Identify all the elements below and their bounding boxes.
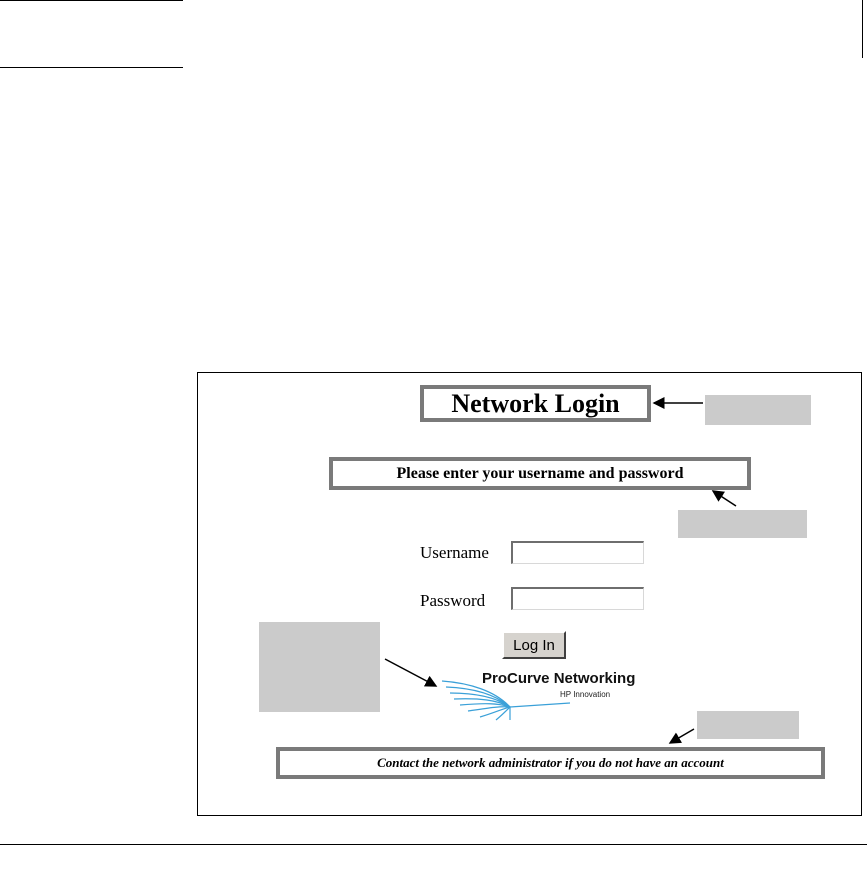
logo-callout-label xyxy=(259,622,380,712)
top-left-rule-upper xyxy=(0,0,183,1)
logo-arrow xyxy=(385,659,436,686)
logo-tagline: HP Innovation xyxy=(560,690,611,699)
logo-name: ProCurve Networking xyxy=(482,670,636,687)
username-label: Username xyxy=(420,543,489,562)
password-label: Password xyxy=(420,591,486,610)
right-margin-bar xyxy=(862,0,863,58)
instruction-arrow xyxy=(713,491,736,506)
title-highlight-box xyxy=(420,385,651,422)
username-input[interactable] xyxy=(511,541,644,564)
log-in-button[interactable]: Log In xyxy=(502,631,566,659)
contact-message: Contact the network administrator if you do not have an account xyxy=(377,755,724,770)
instruction-callout-label xyxy=(678,510,807,538)
contact-callout-label xyxy=(697,711,799,739)
bottom-rule xyxy=(0,844,867,845)
contact-highlight-box xyxy=(276,747,825,779)
title-callout-label xyxy=(705,395,811,425)
instruction-text: Please enter your username and password xyxy=(396,464,684,482)
procurve-logo xyxy=(440,669,635,721)
top-left-rule-lower xyxy=(0,67,183,68)
page-title: Network Login xyxy=(451,388,620,418)
contact-arrow xyxy=(670,729,694,743)
instruction-highlight-box xyxy=(329,457,751,490)
login-page-figure xyxy=(197,372,862,816)
password-input[interactable] xyxy=(511,587,644,610)
